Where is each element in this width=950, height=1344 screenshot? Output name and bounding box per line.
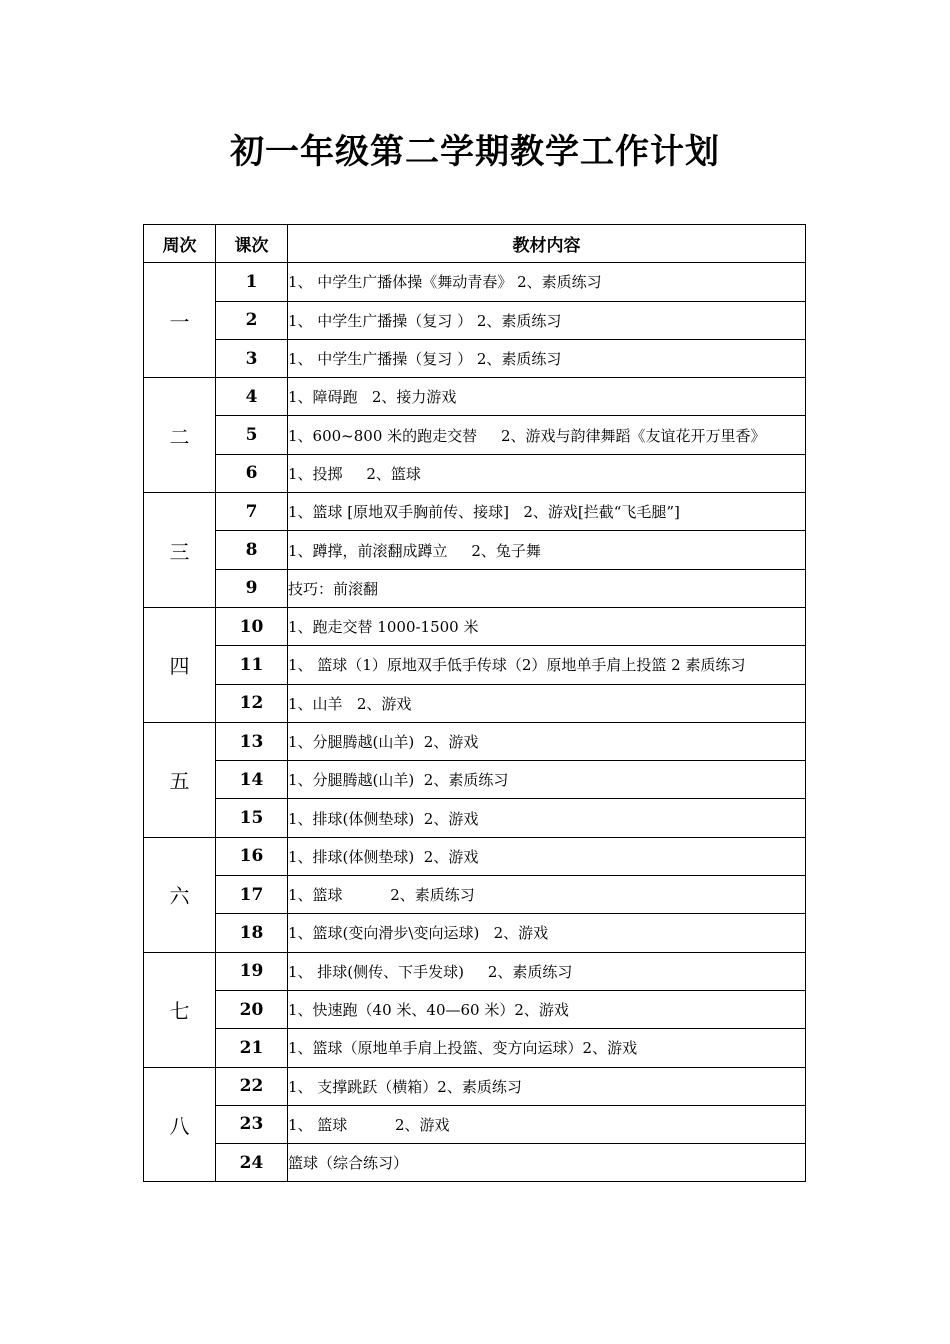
- week-cell: 三: [144, 493, 216, 608]
- content-cell: 1、蹲撑，前滚翻成蹲立 2、兔子舞: [288, 531, 806, 569]
- page-title: 初一年级第二学期教学工作计划: [230, 132, 720, 172]
- lesson-number-cell: 8: [216, 531, 288, 569]
- content-cell: 篮球（综合练习）: [288, 1144, 806, 1182]
- lesson-number-cell: 24: [216, 1144, 288, 1182]
- week-cell: 一: [144, 263, 216, 378]
- content-cell: 1、 中学生广播操（复习 ） 2、素质练习: [288, 301, 806, 339]
- table-row: [144, 569, 806, 607]
- lesson-number-cell: 2: [216, 301, 288, 339]
- table-row: [144, 1067, 806, 1105]
- table-row: [144, 876, 806, 914]
- content-cell: 1、跑走交替 1000-1500 米: [288, 607, 806, 645]
- content-cell: 1、快速跑（40 米、40—60 米）2、游戏: [288, 990, 806, 1028]
- week-header: 周次: [144, 225, 216, 263]
- content-cell: 1、分腿腾越(山羊) 2、游戏: [288, 722, 806, 760]
- table-row: [144, 722, 806, 760]
- content-cell: 1、篮球 [原地双手胸前传、接球] 2、游戏[拦截“飞毛腿”]: [288, 493, 806, 531]
- lesson-number-cell: 18: [216, 914, 288, 952]
- week-cell: 五: [144, 722, 216, 837]
- lesson-number-cell: 6: [216, 454, 288, 492]
- table-row: [144, 761, 806, 799]
- table-row: [144, 1105, 806, 1143]
- week-cell: 二: [144, 378, 216, 493]
- table-row: [144, 531, 806, 569]
- header-row: [144, 225, 806, 263]
- lesson-number-cell: 16: [216, 837, 288, 875]
- content-cell: 1、 排球(侧传、下手发球) 2、素质练习: [288, 952, 806, 990]
- lesson-number-cell: 10: [216, 607, 288, 645]
- content-cell: 1、排球(体侧垫球) 2、游戏: [288, 837, 806, 875]
- table-row: [144, 378, 806, 416]
- lesson-number-cell: 17: [216, 876, 288, 914]
- lesson-number-cell: 15: [216, 799, 288, 837]
- table-row: [144, 799, 806, 837]
- table-row: [144, 1029, 806, 1067]
- table-row: [144, 837, 806, 875]
- content-cell: 1、篮球(变向滑步\变向运球) 2、游戏: [288, 914, 806, 952]
- table-row: [144, 914, 806, 952]
- table-row: [144, 952, 806, 990]
- lesson-number-cell: 23: [216, 1105, 288, 1143]
- table-row: [144, 301, 806, 339]
- content-cell: 1、600~800 米的跑走交替 2、游戏与韵律舞蹈《友谊花开万里香》: [288, 416, 806, 454]
- content-cell: 1、 篮球（1）原地双手低手传球（2）原地单手肩上投篮 2 素质练习: [288, 646, 806, 684]
- content-cell: 1、篮球（原地单手肩上投篮、变方向运球）2、游戏: [288, 1029, 806, 1067]
- week-cell: 六: [144, 837, 216, 952]
- lesson-number-cell: 21: [216, 1029, 288, 1067]
- table-row: [144, 646, 806, 684]
- table-row: [144, 339, 806, 377]
- lesson-number-cell: 20: [216, 990, 288, 1028]
- week-cell: 七: [144, 952, 216, 1067]
- lesson-header: 课次: [216, 225, 288, 263]
- table-row: [144, 454, 806, 492]
- lesson-number-cell: 9: [216, 569, 288, 607]
- table-row: [144, 416, 806, 454]
- lesson-number-cell: 11: [216, 646, 288, 684]
- content-cell: 1、篮球 2、素质练习: [288, 876, 806, 914]
- lesson-number-cell: 5: [216, 416, 288, 454]
- lesson-number-cell: 7: [216, 493, 288, 531]
- content-cell: 1、分腿腾越(山羊) 2、素质练习: [288, 761, 806, 799]
- content-header: 教材内容: [288, 225, 806, 263]
- table-row: [144, 990, 806, 1028]
- lesson-number-cell: 3: [216, 339, 288, 377]
- lesson-number-cell: 14: [216, 761, 288, 799]
- lesson-number-cell: 19: [216, 952, 288, 990]
- content-cell: 1、 篮球 2、游戏: [288, 1105, 806, 1143]
- table-row: [144, 607, 806, 645]
- content-cell: 1、障碍跑 2、接力游戏: [288, 378, 806, 416]
- lesson-number-cell: 13: [216, 722, 288, 760]
- table-row: [144, 263, 806, 301]
- table-row: [144, 684, 806, 722]
- week-cell: 八: [144, 1067, 216, 1182]
- plan-body: [144, 263, 806, 1182]
- content-cell: 技巧：前滚翻: [288, 569, 806, 607]
- week-cell: 四: [144, 607, 216, 722]
- content-cell: 1、 中学生广播操（复习 ） 2、素质练习: [288, 339, 806, 377]
- lesson-number-cell: 1: [216, 263, 288, 301]
- content-cell: 1、排球(体侧垫球) 2、游戏: [288, 799, 806, 837]
- plan-table: [143, 224, 806, 1182]
- content-cell: 1、 支撑跳跃（横箱）2、素质练习: [288, 1067, 806, 1105]
- table-row: [144, 493, 806, 531]
- table-row: [144, 1144, 806, 1182]
- content-cell: 1、投掷 2、篮球: [288, 454, 806, 492]
- lesson-number-cell: 22: [216, 1067, 288, 1105]
- content-cell: 1、 中学生广播体操《舞动青春》 2、素质练习: [288, 263, 806, 301]
- lesson-number-cell: 12: [216, 684, 288, 722]
- lesson-number-cell: 4: [216, 378, 288, 416]
- content-cell: 1、山羊 2、游戏: [288, 684, 806, 722]
